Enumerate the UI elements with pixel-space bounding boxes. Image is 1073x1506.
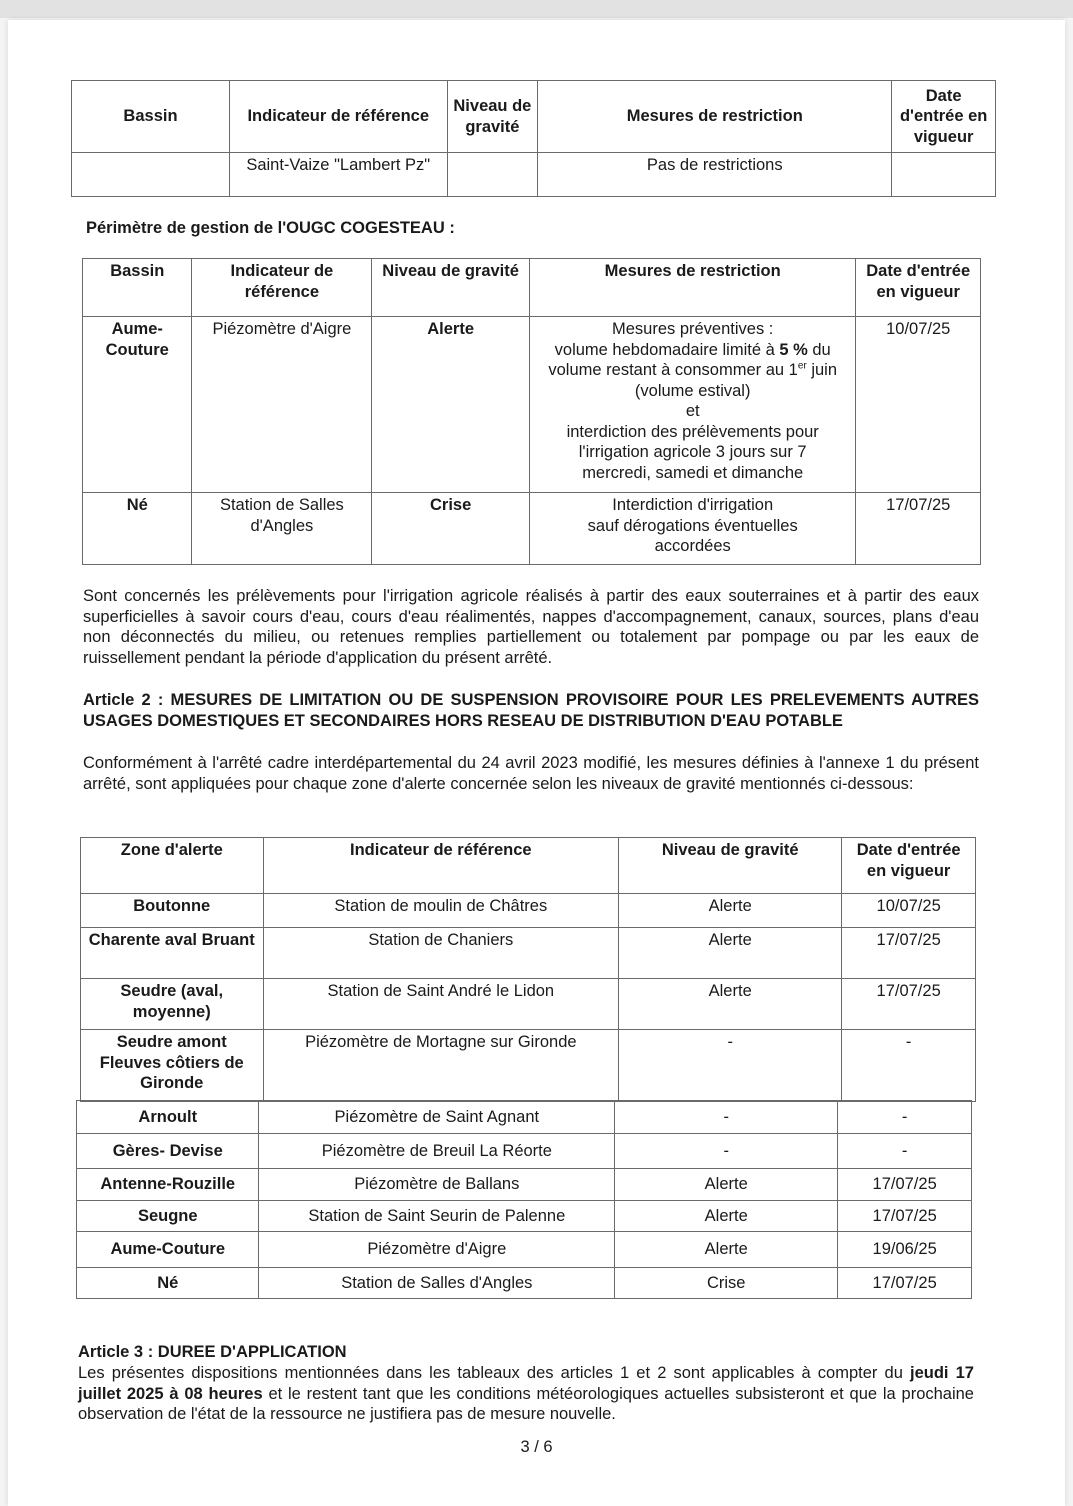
cell-indicateur: Station de Chaniers (263, 928, 619, 979)
header-date: Date d'entrée en vigueur (856, 259, 981, 317)
mesures-line: accordées (654, 537, 731, 555)
mesures-line: l'irrigation agricole 3 jours sur 7 (578, 443, 807, 461)
header-niveau: Niveau de gravité (619, 838, 842, 894)
cell-zone: Boutonne (81, 894, 264, 928)
header-indicateur: Indicateur de référence (229, 81, 447, 153)
article3-text-end: et le restent tant que les conditions météorologiques actuelles subsisteront et que la prochaine observation de l'état de la ressource ne justifiera pas de mesure nouvelle. (78, 1384, 974, 1423)
article3-title: Article 3 : DUREE D'APPLICATION (78, 1343, 347, 1361)
section-title-cogesteau: Périmètre de gestion de l'OUGC COGESTEAU : (86, 219, 455, 237)
table-header-row (72, 81, 996, 153)
article2-title: Article 2 : MESURES DE LIMITATION OU DE SUSPENSION PROVISOIRE POUR LES PRELEVEMENTS AUTRES USAGES DOMESTIQUES ET SECONDAIRES HORS RESEAU DE DISTRIBUTION D'EAU POTABLE (83, 691, 979, 730)
cell-niveau: Alerte (615, 1232, 838, 1268)
header-zone: Zone d'alerte (81, 838, 264, 894)
top-bar (0, 0, 1073, 18)
mesures-line: sauf dérogations éventuelles (587, 516, 798, 535)
cell-mesures: Pas de restrictions (538, 153, 892, 197)
cell-date: 17/07/25 (838, 1268, 972, 1299)
alert-zones-table (80, 837, 976, 1102)
table-row (77, 1201, 972, 1232)
cell-mesures (529, 317, 855, 493)
cogesteau-table (82, 258, 981, 565)
header-niveau: Niveau de gravité (447, 81, 538, 153)
cell-date: 10/07/25 (842, 894, 976, 928)
cell-indicateur: Saint-Vaize "Lambert Pz" (229, 153, 447, 197)
cell-date: 19/06/25 (838, 1232, 972, 1268)
cell-indicateur: Piézomètre d'Aigre (259, 1232, 615, 1268)
cell-date: 17/07/25 (838, 1169, 972, 1201)
header-bassin: Bassin (83, 259, 192, 317)
mesures-text: juin (806, 361, 838, 379)
header-indicateur: Indicateur de référence (192, 259, 372, 317)
mesures-superscript: er (797, 360, 807, 372)
cell-date: 17/07/25 (842, 928, 976, 979)
cell-date: 17/07/25 (856, 493, 981, 565)
mesures-line: (volume estival) (634, 381, 751, 400)
article3-date: jeudi 17 juillet 2025 à 08 heures (78, 1364, 974, 1403)
cell-date (892, 153, 996, 197)
cell-zone: Antenne-Rouzille (77, 1169, 259, 1201)
cell-niveau: Alerte (619, 928, 842, 979)
cell-date: - (838, 1134, 972, 1169)
article3-text-start: Les présentes dispositions mentionnées dans les tableaux des articles 1 et 2 sont applicables à compter du (78, 1364, 910, 1382)
mesures-percent: 5 % (779, 340, 808, 359)
mesures-text: volume restant à consommer au 1 (548, 361, 798, 379)
cell-zone: Gères- Devise (77, 1134, 259, 1169)
cell-niveau: Alerte (619, 979, 842, 1030)
table-header-row (83, 259, 981, 317)
cell-zone: Charente aval Bruant (81, 928, 264, 979)
cell-niveau: Crise (372, 493, 530, 565)
cell-niveau: Alerte (615, 1169, 838, 1201)
table-header-row (81, 838, 976, 894)
mesures-line: Mesures préventives : (611, 320, 774, 338)
cell-zone: Seudre (aval, moyenne) (81, 979, 264, 1030)
article3-text (78, 1363, 974, 1425)
restriction-table-continued (71, 80, 996, 197)
header-date: Date d'entrée en vigueur (892, 81, 996, 153)
cell-niveau: Alerte (615, 1201, 838, 1232)
document-page (8, 20, 1065, 1506)
cell-niveau (447, 153, 538, 197)
cell-niveau: - (615, 1101, 838, 1134)
cell-zone: Né (77, 1268, 259, 1299)
table-row (83, 493, 981, 565)
header-date: Date d'entrée en vigueur (842, 838, 976, 894)
table-row (77, 1268, 972, 1299)
cell-zone: Seugne (77, 1201, 259, 1232)
cell-date: 10/07/25 (856, 317, 981, 493)
cell-mesures (529, 493, 855, 565)
table-row (81, 894, 976, 928)
mesures-text: du (807, 340, 831, 359)
page-number: 3 / 6 (520, 1438, 553, 1456)
cell-niveau: Alerte (619, 894, 842, 928)
alert-zones-table-continued (76, 1100, 972, 1299)
mesures-line: interdiction des prélèvements pour (566, 422, 819, 441)
mesures-text: volume hebdomadaire limité à (554, 340, 780, 359)
cell-indicateur: Piézomètre de Mortagne sur Gironde (263, 1030, 619, 1102)
cell-zone: Aume-Couture (77, 1232, 259, 1268)
mesures-line (534, 340, 851, 361)
paragraph-concernes: Sont concernés les prélèvements pour l'irrigation agricole réalisés à partir des eaux souterraines et à partir des eaux superficielles à savoir cours d'eau, cours d'eau réalimentés, nappes d'accompagnement, canaux, sources, plans d'eau non déconnectés du milieu, ou retenues remplies partiellement ou totalement par pompage ou par les eaux de ruissellement pendant la période d'application du présent arrêté. (83, 587, 979, 667)
table-row (81, 1030, 976, 1102)
table-row (81, 979, 976, 1030)
header-bassin: Bassin (72, 81, 230, 153)
cell-indicateur: Station de moulin de Châtres (263, 894, 619, 928)
header-indicateur: Indicateur de référence (263, 838, 619, 894)
table-row (72, 153, 996, 197)
table-row (83, 317, 981, 493)
mesures-line: et (685, 402, 700, 420)
cell-niveau: Crise (615, 1268, 838, 1299)
cell-niveau: - (619, 1030, 842, 1102)
cell-zone: Seudre amont Fleuves côtiers de Gironde (81, 1030, 264, 1102)
cell-bassin: Né (83, 493, 192, 565)
cell-niveau: Alerte (372, 317, 530, 493)
table-row (77, 1101, 972, 1134)
cell-date: 17/07/25 (842, 979, 976, 1030)
mesures-line: Interdiction d'irrigation (612, 496, 774, 514)
cell-indicateur: Piézomètre de Saint Agnant (259, 1101, 615, 1134)
mesures-line (534, 360, 851, 381)
table-row (81, 928, 976, 979)
cell-bassin: Aume-Couture (83, 317, 192, 493)
cell-date: - (842, 1030, 976, 1102)
cell-indicateur: Station de Salles d'Angles (259, 1268, 615, 1299)
cell-date: 17/07/25 (838, 1201, 972, 1232)
table-row (77, 1232, 972, 1268)
cell-indicateur: Piézomètre de Breuil La Réorte (259, 1134, 615, 1169)
header-niveau: Niveau de gravité (372, 259, 530, 317)
cell-indicateur: Piézomètre d'Aigre (192, 317, 372, 493)
cell-niveau: - (615, 1134, 838, 1169)
header-mesures: Mesures de restriction (538, 81, 892, 153)
cell-bassin (72, 153, 230, 197)
cell-indicateur: Station de Salles d'Angles (192, 493, 372, 565)
cell-indicateur: Station de Saint Seurin de Palenne (259, 1201, 615, 1232)
table-row (77, 1134, 972, 1169)
cell-date: - (838, 1101, 972, 1134)
cell-zone: Arnoult (77, 1101, 259, 1134)
table-row (77, 1169, 972, 1201)
cell-indicateur: Station de Saint André le Lidon (263, 979, 619, 1030)
article2-text: Conformément à l'arrêté cadre interdépartemental du 24 avril 2023 modifié, les mesures définies à l'annexe 1 du présent arrêté, sont appliquées pour chaque zone d'alerte concernée selon les niveaux de gravité mentionnés ci-dessous: (83, 754, 979, 793)
cell-indicateur: Piézomètre de Ballans (259, 1169, 615, 1201)
header-mesures: Mesures de restriction (529, 259, 855, 317)
mesures-line: mercredi, samedi et dimanche (582, 463, 804, 482)
